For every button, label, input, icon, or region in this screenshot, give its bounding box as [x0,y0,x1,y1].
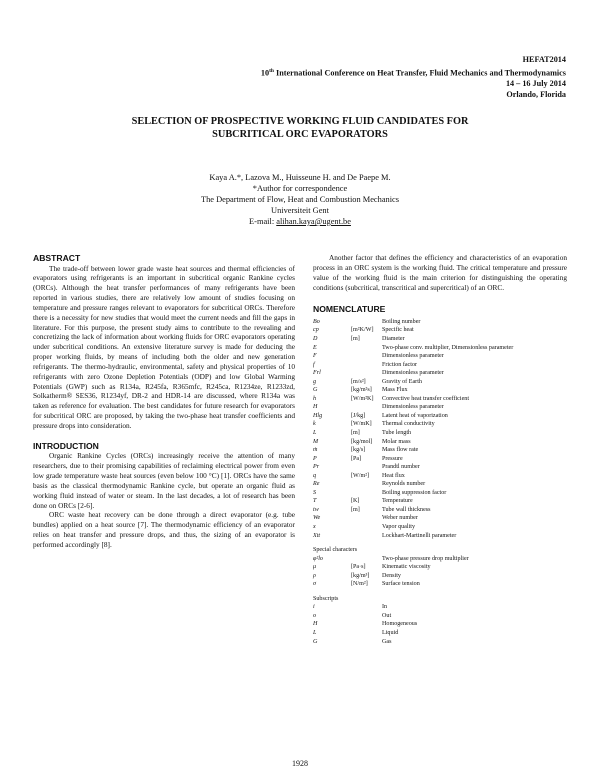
introduction-paragraph-2: ORC waste heat recovery can be done through a direct evaporator (e.g. tube bundles) applied on a heat source [7]. The thermodynamic efficiency of an evaporator relies on heat transfer and pressure drops, and thus, the sizing of an evaporator is performed accordingly [8]. [33,510,295,549]
conference-name: International Conference on Heat Transfer, Fluid Mechanics and Thermodynamics [273,68,566,78]
conference-ordinal-suffix: th [269,67,274,74]
nomenclature-symbol: Re [313,481,320,488]
nomenclature-description: Latent heat of vaporization [382,412,448,419]
nomenclature-symbol: tw [313,506,319,513]
subscripts-list [313,603,567,646]
nomenclature-description: Out [382,612,392,619]
conference-header [261,55,566,101]
email-link[interactable]: alihan.kaya@ugent.be [276,217,351,226]
nomenclature-description: Friction factor [382,361,418,368]
nomenclature-description: Temperature [382,498,413,505]
nomenclature-list [313,318,567,540]
nomenclature-unit [351,369,382,378]
nomenclature-description: Surface tension [382,581,420,588]
nomenclature-symbol: H [313,404,318,411]
nomenclature-unit: [kg/m²s] [351,387,372,394]
nomenclature-symbol: q [313,472,317,479]
nomenclature-row [313,369,567,378]
nomenclature-row [313,532,567,541]
nomenclature-unit [351,638,382,647]
nomenclature-unit: [m] [351,335,360,342]
nomenclature-unit: [kg/s] [351,447,366,454]
nomenclature-description: Gravity of Earth [382,378,422,385]
nomenclature-row [313,523,567,532]
nomenclature-symbol: E [313,344,317,351]
nomenclature-unit: [N/m²] [351,581,368,588]
nomenclature-symbol: σ [313,581,317,588]
introduction-heading: INTRODUCTION [33,440,99,451]
nomenclature-row [313,514,567,523]
nomenclature-description: Heat flux [382,472,405,479]
nomenclature-symbol: L [313,429,317,436]
nomenclature-description: Pressure [382,455,403,462]
nomenclature-description: Tube length [382,429,412,436]
nomenclature-unit: [J/kg] [351,412,366,419]
nomenclature-unit: [m] [351,429,360,436]
nomenclature-description: Mass flow rate [382,447,419,454]
nomenclature-row [313,572,567,581]
nomenclature-symbol: μ [313,564,317,571]
nomenclature-row [313,386,567,395]
nomenclature-description: Weber number [382,515,418,522]
university: Universiteit Gent [271,206,329,215]
nomenclature-symbol: Bo [313,318,320,325]
nomenclature-unit [351,352,382,361]
nomenclature-description: Homogeneous [382,621,418,628]
conference-dates: 14 – 16 July 2014 [505,79,566,89]
author-names: Kaya A.*, Lazova M., Huisseune H. and De Paepe M. [209,173,391,182]
page-number: 1928 [292,759,308,768]
nomenclature-row [313,344,567,353]
nomenclature-unit [351,514,382,523]
paper-title-line-1: SELECTION OF PROSPECTIVE WORKING FLUID CANDIDATES FOR [131,116,469,127]
nomenclature-symbol: f [313,361,315,368]
nomenclature-symbol: k [313,421,316,428]
nomenclature-unit [351,403,382,412]
nomenclature-row [313,455,567,464]
introduction-paragraph-1: Organic Rankine Cycles (ORCs) increasingly receive the attention of many researchers, due to their promising capabilities of reclaiming electrical power from even low grade temperature waste heat sources (even below 100 °C) [1]. ORCs have the same basis as the classical thermodynamic Rankine cycle, but operate an organic fluid as working fluid instead of water or steam. In the last decades, a lot of research has been done on ORCs [2-6]. [33,451,295,510]
nomenclature-unit [351,603,382,612]
nomenclature-description: Molar mass [382,438,411,445]
nomenclature-unit: [m²K/W] [351,327,374,334]
nomenclature-row [313,438,567,447]
subscripts-heading: Subscripts [313,595,339,602]
nomenclature-unit: [kg/mol] [351,438,373,445]
nomenclature-row [313,472,567,481]
nomenclature-heading: NOMENCLATURE [313,304,386,315]
nomenclature-symbol: H [313,621,318,628]
nomenclature-row [313,352,567,361]
email-line [0,216,600,227]
nomenclature-description: Vapor quality [382,524,416,530]
right-column [313,253,567,646]
nomenclature-description: Two-phase pressure drop multiplier [382,555,469,562]
nomenclature-unit: [m] [351,506,360,513]
nomenclature-symbol: M [313,438,319,445]
nomenclature-unit: [kg/m³] [351,572,370,579]
nomenclature-description: Tube wall thickness [382,506,431,513]
nomenclature-row [313,318,567,327]
nomenclature-symbol: G [313,638,318,645]
conference-ordinal: 10 [260,68,270,78]
nomenclature-row [313,395,567,404]
nomenclature-row [313,497,567,506]
nomenclature-unit: [Pa·s] [351,564,366,571]
nomenclature-description: Boiling number [382,318,421,325]
nomenclature-symbol: Pr [313,464,320,471]
nomenclature-description: Lockhart-Martinelli parameter [382,532,457,539]
nomenclature-symbol: Xtt [313,532,321,539]
nomenclature-row [313,555,567,564]
nomenclature-description: Liquid [382,630,399,637]
nomenclature-description: Specific heat [382,327,414,334]
nomenclature-symbol: φ²lo [313,555,323,562]
nomenclature-symbol: G [313,387,318,394]
nomenclature-symbol: h [313,395,317,402]
nomenclature-symbol: o [313,612,317,619]
nomenclature-row [313,620,567,629]
working-fluid-paragraph: Another factor that defines the efficiency and characteristics of an evaporation process in an ORC system is the working fluid. The critical temperature and pressure value of the working fluid is the main criterion for distinguishing the operating conditions (subcritical, transcritical and supercritical) of an ORC. [313,253,567,292]
nomenclature-row [313,361,567,370]
nomenclature-description: Thermal conductivity [382,421,435,428]
nomenclature-unit: [W/m²] [351,472,370,479]
nomenclature-symbol: Frl [313,370,321,377]
nomenclature-symbol: P [313,455,317,462]
nomenclature-row [313,580,567,589]
nomenclature-symbol: T [313,498,317,505]
special-characters-heading: Special characters [313,547,358,554]
nomenclature-unit [351,555,382,564]
nomenclature-symbol: ṁ [313,447,318,454]
nomenclature-description: Boiling suppression factor [382,489,447,496]
nomenclature-description: Mass Flux [382,387,408,394]
nomenclature-row [313,420,567,429]
nomenclature-row [313,429,567,438]
nomenclature-row [313,480,567,489]
nomenclature-unit [351,463,382,472]
nomenclature-unit [351,532,382,541]
special-characters-list [313,555,567,589]
nomenclature-description: Dimensionless parameter [382,370,444,377]
conference-location: Orlando, Florida [506,90,566,100]
email-label: E-mail: [249,217,277,226]
nomenclature-unit: [W/m²K] [351,395,374,402]
nomenclature-row [313,378,567,387]
abstract-heading: ABSTRACT [33,253,81,263]
nomenclature-description: Prandtl number [382,464,420,471]
nomenclature-unit [351,344,382,353]
nomenclature-symbol: Hlg [313,412,323,419]
nomenclature-row [313,629,567,638]
nomenclature-description: Dimensionless parameter [382,353,444,360]
nomenclature-description: Convective heat transfer coefficient [382,395,470,402]
nomenclature-unit [351,523,382,532]
nomenclature-description: Kinematic viscosity [382,564,431,571]
nomenclature-unit: [W/mK] [351,421,372,428]
nomenclature-row [313,612,567,621]
nomenclature-unit [351,489,382,498]
nomenclature-description: Diameter [382,335,405,342]
author-block [0,172,600,227]
nomenclature-description: Two-phase conv. multiplier, Dimensionless parameter [382,344,514,351]
nomenclature-symbol: cp [313,327,319,334]
nomenclature-row [313,412,567,421]
nomenclature-row [313,506,567,515]
nomenclature-row [313,603,567,612]
nomenclature-row [313,446,567,455]
nomenclature-symbol: We [313,515,321,522]
nomenclature-description: Density [382,572,401,579]
paper-title [0,116,600,141]
nomenclature-row [313,403,567,412]
nomenclature-row [313,326,567,335]
nomenclature-symbol: g [313,378,317,385]
nomenclature-description: In [382,604,388,611]
nomenclature-unit [351,629,382,638]
department: The Department of Flow, Heat and Combustion Mechanics [200,195,400,204]
nomenclature-row [313,563,567,572]
nomenclature-symbol: ρ [313,572,316,579]
nomenclature-row [313,489,567,498]
nomenclature-description: Gas [382,638,392,645]
nomenclature-symbol: F [313,353,317,360]
nomenclature-unit [351,361,382,370]
nomenclature-symbol: x [313,524,316,530]
conference-full-name [261,66,566,80]
nomenclature-symbol: i [313,604,315,611]
nomenclature-symbol: L [313,630,317,637]
nomenclature-description: Dimensionless parameter [382,404,444,411]
nomenclature-symbol: S [313,489,317,496]
nomenclature-row [313,463,567,472]
nomenclature-unit [351,318,382,327]
nomenclature-row [313,638,567,647]
nomenclature-unit [351,480,382,489]
nomenclature-row [313,335,567,344]
nomenclature-symbol: D [313,335,318,342]
correspondence-note: *Author for correspondence [252,184,348,193]
nomenclature-description: Reynolds number [382,481,426,488]
nomenclature-unit [351,612,382,621]
nomenclature-unit: [K] [351,498,360,505]
abstract-text: The trade-off between lower grade waste heat sources and thermal efficiencies of evaporators using refrigerants is an important in subcritical organic Rankine cycles (ORCs). Although the heat transfer performances of many refrigerants have been reported in various studies, there are relatively low amount of studies focusing on temperature and pressure ranges relevant to evaporators for subcritical ORCs. Therefore there is a necessity for new studies that would meet the current needs and fill the gaps in literature. For this purpose, the present study aims to contribute to the revealing and concretizing the lack of information about working fluids for ORC evaporators operating under subcritical conditions. An extensive literature survey is made for deducing the proper working fluids, by means of including both the older and new generation refrigerants. The thermo-hydraulic, environmental, safety and physical properties of 10 refrigerants with zero Ozone Depletion Potentials (ODP) and low Global Warming Potentials (GWP) such as R134a, R245fa, R365mfc, R245ca, R1234ze, R1233zd, Solkatherm® SES36, R1234yf, DR-2 and HDR-14 are discussed, where R134a was taken as reference for evaluation. The best candidates for future research for evaporators for subcritical ORC are proposed, by taking the two-phase heat transfer coefficients and pressure drops into consideration. [33,263,295,430]
nomenclature-unit: [Pa] [351,455,362,462]
nomenclature-unit [351,620,382,629]
paper-title-line-2: SUBCRITICAL ORC EVAPORATORS [212,128,388,140]
left-column [33,253,295,550]
nomenclature-unit: [m/s²] [351,378,366,385]
conference-short-name: HEFAT2014 [522,55,566,64]
